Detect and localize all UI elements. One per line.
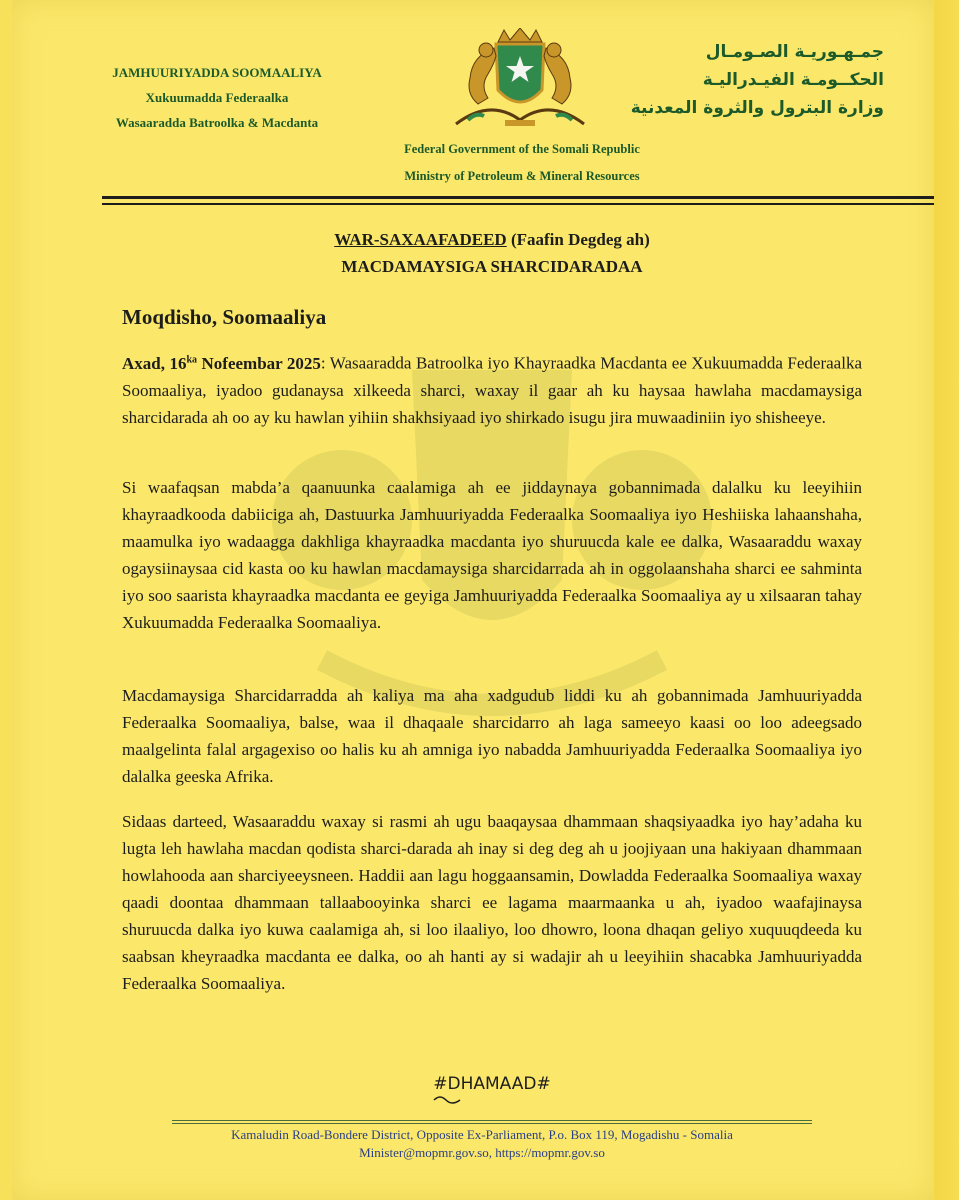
header-left-line3: Wasaaradda Batroolka & Macdanta bbox=[115, 115, 319, 130]
header-center-line1: Federal Government of the Somali Republic bbox=[404, 142, 640, 156]
header-left-line2: Xukuumadda Federaalka bbox=[145, 90, 289, 105]
letter-page bbox=[12, 0, 934, 1200]
somalia-coat-of-arms-icon bbox=[450, 28, 590, 138]
dateline-day: Axad, 16 bbox=[122, 353, 187, 373]
footer-address bbox=[122, 1126, 842, 1162]
paragraph-1 bbox=[122, 346, 862, 431]
title-suffix: (Faafin Degdeg ah) bbox=[506, 230, 650, 249]
paragraph-3: Macdamaysiga Sharcidarradda ah kaliya ma aha xadgudub liddi ku ah gobannimada Jamhuuriyadda Federaalka Soomaaliya, balse, waa il dhaqaale sharcidarro ah laga sameeyo kaasi oo loo adeegsado maalgelinta falal argagexiso oo halis ku ah amniga iyo nabadda Jamhuuriyadda Federaalka Soomaaliya iyo dalalka geeska Afrika. bbox=[122, 686, 862, 786]
place-heading: Moqdisho, Soomaaliya bbox=[122, 305, 327, 329]
paragraph-1-text: : Wasaaradda Batroolka iyo Khayraadka Macdanta ee Xukuumadda Federaalka Soomaaliya, iyadoo gudanaysa xilkeeda sharci, waxay il gaar ah ku haysaa hawlaha macdamaysiga sharcidarada ah oo ay ku hawlan yihiin shakhsiyaad iyo shirkado isugu jira muwaadiniin iyo shisheeye. bbox=[122, 353, 862, 427]
footer-divider bbox=[172, 1120, 812, 1121]
signoff-text: #DHAMAAD# bbox=[433, 1074, 551, 1094]
title-main: WAR-SAXAAFADEED bbox=[334, 230, 507, 249]
document-title bbox=[152, 226, 832, 280]
dateline bbox=[122, 354, 321, 373]
header-right-line2: الحكــومـة الفيـدراليـة bbox=[702, 70, 884, 90]
header-right-line3: وزارة البترول والثروة المعدنية bbox=[630, 98, 884, 118]
paper-edge bbox=[934, 0, 959, 1200]
header-divider-thin bbox=[102, 203, 937, 205]
dateline-day-suffix: ka bbox=[186, 354, 198, 365]
header-right-arabic bbox=[624, 38, 884, 122]
header-right-line1: جمـهـوريـة الصـومـال bbox=[705, 42, 884, 62]
signoff-flourish-icon bbox=[432, 1094, 462, 1106]
footer-divider-2 bbox=[172, 1123, 812, 1124]
footer-line1: Kamaludin Road-Bondere District, Opposite Ex-Parliament, P.o. Box 119, Mogadishu - Somalia bbox=[231, 1127, 733, 1142]
footer-line2: Minister@mopmr.gov.so, https://mopmr.gov.so bbox=[359, 1145, 605, 1160]
title-line1 bbox=[152, 226, 832, 253]
title-line2: MACDAMAYSIGA SHARCIDARADAA bbox=[341, 257, 643, 276]
header-left-somali bbox=[52, 60, 382, 135]
header-center-line2: Ministry of Petroleum & Mineral Resources bbox=[404, 169, 640, 183]
paragraph-2: Si waafaqsan mabda’a qaanuunka caalamiga ah ee jiddaynaya gobannimada dalalku ku leeyihiin khayraadkooda dabiiciga ah, Dastuurka Jamhuuriyadda Federaalka Soomaaliya iyo Heshiiska lahaanshaha, maamulka iyo wadaagga dakhliga khayraadka macdanta iyo shuruucda kale ee dalka, Wasaaraddu waxay ogaysiinaysaa cid kasta oo ku hawlan macdamaysiga sharcidarrada ah in oggolaanshaha sharci ee sahminta iyo soo saarista khayraadka macdanta ee geyiga Jamhuuriyadda Federaalka Soomaaliya ay u xilsaaran tahay Xukuumadda Federaalka Soomaaliya. bbox=[122, 478, 862, 632]
header-left-line1: JAMHUURIYADDA SOOMAALIYA bbox=[112, 65, 322, 80]
header-divider-thick bbox=[102, 196, 937, 199]
dateline-month-year: Nofeembar 2025 bbox=[197, 353, 321, 373]
paragraph-4: Sidaas darteed, Wasaaraddu waxay si rasmi ah ugu baaqaysaa dhammaan shaqsiyaadka iyo hay’adaha ku lugta leh hawlaha macdan qodista sharci-darada ah inay si deg deg ah u joojiyaan una hakiyaan dhammaan howlahooda aan sharciyeeysneen. Haddii aan lagu hoggaansamin, Dowladda Federaalka Soomaaliya waxay qaadi doontaa dhammaan tallaabooyinka sharci ee lagama maarmaanka u ah, iyadoo waafajinaysa shuruucda dalka iyo kuwa caalamiga ah, si loo ilaaliyo, loo dhowro, loona dhaqan geliyo xuquuqdeeda ku saabsan kheyraadka macdanta ee dalka, oo ah hanti ay si wadajir ah u leeyihiin shacabka Jamhuuriyadda Federaalka Soomaaliya. bbox=[122, 812, 862, 993]
header-center-english bbox=[312, 136, 732, 190]
